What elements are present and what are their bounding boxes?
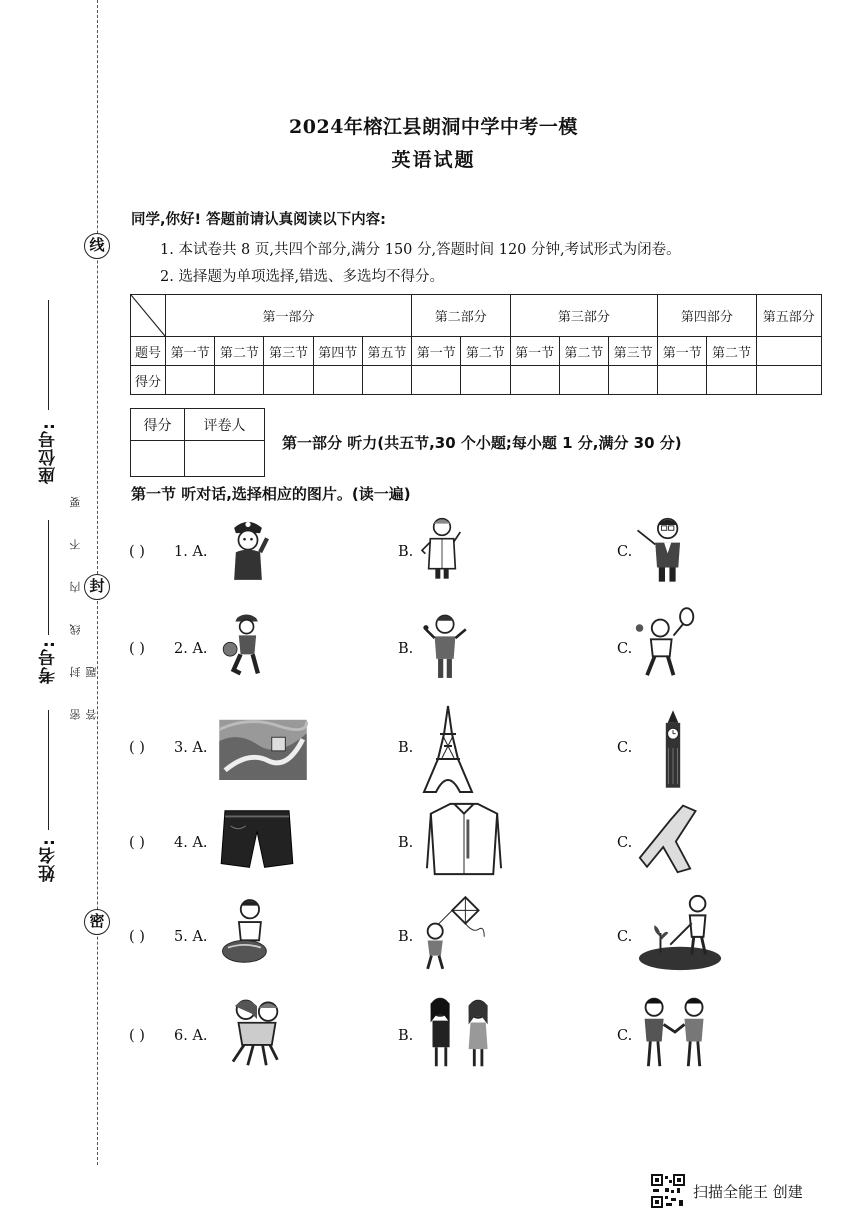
shirt-icon <box>425 799 503 883</box>
grader-score-cell[interactable] <box>131 441 185 477</box>
option-b-label: B. <box>398 835 414 851</box>
answer-blank[interactable]: ( ) <box>129 835 145 851</box>
section-cell: 第一节 <box>658 337 707 366</box>
notice-item-1: 1. 本试卷共 8 页,共四个部分,满分 150 分,答题时间 120 分钟,考试形式为闭卷。 <box>160 242 681 258</box>
part-2-header: 第二部分 <box>412 295 510 337</box>
section-cell: 第五节 <box>362 337 411 366</box>
question-row <box>0 508 867 598</box>
section-cell: 第二节 <box>215 337 264 366</box>
seal-feng: 封 <box>84 574 110 600</box>
option-b-label: B. <box>398 544 414 560</box>
answer-blank[interactable]: ( ) <box>129 740 145 756</box>
answer-blank[interactable]: ( ) <box>129 929 145 945</box>
part-5-header: 第五部分 <box>756 295 821 337</box>
bowing-icon <box>423 992 499 1076</box>
part-3-header: 第三部分 <box>510 295 658 337</box>
score-cell[interactable] <box>756 366 821 395</box>
option-b-label: B. <box>398 929 414 945</box>
section-cell: 第二节 <box>559 337 608 366</box>
question-number: 5. A. <box>174 929 208 945</box>
scanner-watermark <box>651 1174 803 1208</box>
option-c-label: C. <box>617 740 633 756</box>
section-cell: 第一节 <box>412 337 461 366</box>
notice-heading: 同学,你好! 答题前请认真阅读以下内容: <box>131 212 386 228</box>
row-label-sections: 题号 <box>131 337 166 366</box>
planting-tree-icon <box>637 893 725 977</box>
question-row <box>0 605 867 695</box>
part-4-header: 第四部分 <box>658 295 756 337</box>
score-cell[interactable] <box>166 366 215 395</box>
exam-number-label: 考号: <box>39 640 59 684</box>
score-table <box>130 294 822 395</box>
exam-subtitle: 英语试题 <box>391 149 476 171</box>
part-1-heading: 第一部分 听力(共五节,30 个小题;每小题 1 分,满分 30 分) <box>282 434 682 452</box>
tennis-player-icon <box>632 605 698 689</box>
seat-number-label: 座位号: <box>39 422 59 484</box>
seat-number-line <box>48 300 49 410</box>
grader-table <box>130 408 265 477</box>
section-cell: 第一节 <box>166 337 215 366</box>
qr-code-icon <box>651 1174 685 1208</box>
seal-line-note: 密 封 线 内 不 要 答 题 <box>69 482 98 720</box>
section-cell: 第二节 <box>461 337 510 366</box>
answer-blank[interactable]: ( ) <box>129 1028 145 1044</box>
score-cell[interactable] <box>608 366 657 395</box>
flying-kite-icon <box>422 893 488 977</box>
score-cell[interactable] <box>707 366 756 395</box>
score-cell[interactable] <box>658 366 707 395</box>
score-cell[interactable] <box>215 366 264 395</box>
part-1-header: 第一部分 <box>166 295 412 337</box>
seal-mi: 密 <box>84 909 110 935</box>
section-cell: 第三节 <box>608 337 657 366</box>
score-cell[interactable] <box>264 366 313 395</box>
washing-clothes-icon <box>217 893 281 977</box>
score-cell[interactable] <box>313 366 362 395</box>
section-cell: 第二节 <box>707 337 756 366</box>
option-c-label: C. <box>617 544 633 560</box>
section-cell-empty <box>756 337 821 366</box>
row-label-score: 得分 <box>131 366 166 395</box>
big-ben-icon <box>655 704 691 798</box>
shorts-icon <box>216 807 298 877</box>
grader-name-label: 评卷人 <box>184 409 264 441</box>
section-cell: 第三节 <box>264 337 313 366</box>
option-b-label: B. <box>398 740 414 756</box>
seal-xian: 线 <box>84 233 110 259</box>
question-row <box>0 799 867 889</box>
answer-blank[interactable]: ( ) <box>129 641 145 657</box>
score-cell[interactable] <box>412 366 461 395</box>
great-wall-icon <box>218 712 308 784</box>
singer-icon <box>419 605 471 689</box>
notice-item-2: 2. 选择题为单项选择,错选、多选均不得分。 <box>160 269 445 285</box>
answer-blank[interactable]: ( ) <box>129 544 145 560</box>
question-row <box>0 992 867 1082</box>
option-b-label: B. <box>398 1028 414 1044</box>
name-label: 姓名: <box>39 838 59 882</box>
option-c-label: C. <box>617 835 633 851</box>
score-cell[interactable] <box>461 366 510 395</box>
option-c-label: C. <box>617 1028 633 1044</box>
section-1-heading: 第一节 听对话,选择相应的图片。(读一遍) <box>131 485 411 503</box>
question-number: 6. A. <box>174 1028 208 1044</box>
police-officer-icon <box>222 508 274 590</box>
question-number: 4. A. <box>174 835 208 851</box>
option-b-label: B. <box>398 641 414 657</box>
question-number: 3. A. <box>174 740 208 756</box>
basketball-player-icon <box>218 605 270 687</box>
doctor-icon <box>417 508 467 590</box>
teacher-icon <box>634 508 696 592</box>
hugging-icon <box>220 992 294 1076</box>
score-cell[interactable] <box>559 366 608 395</box>
trousers-icon <box>638 799 710 881</box>
score-cell[interactable] <box>362 366 411 395</box>
question-row <box>0 704 867 794</box>
exam-title: 2024年榕江县朗洞中学中考一模 <box>289 116 578 138</box>
question-number: 2. A. <box>174 641 208 657</box>
option-c-label: C. <box>617 929 633 945</box>
question-number: 1. A. <box>174 544 208 560</box>
option-c-label: C. <box>617 641 633 657</box>
shaking-hands-icon <box>637 992 713 1076</box>
section-cell: 第四节 <box>313 337 362 366</box>
scanner-text: 扫描全能王 创建 <box>693 1182 803 1201</box>
score-cell[interactable] <box>510 366 559 395</box>
eiffel-tower-icon <box>418 704 478 798</box>
grader-score-label: 得分 <box>131 409 185 441</box>
diagonal-cell <box>131 295 166 337</box>
section-cell: 第一节 <box>510 337 559 366</box>
grader-name-cell[interactable] <box>184 441 264 477</box>
question-row <box>0 893 867 983</box>
